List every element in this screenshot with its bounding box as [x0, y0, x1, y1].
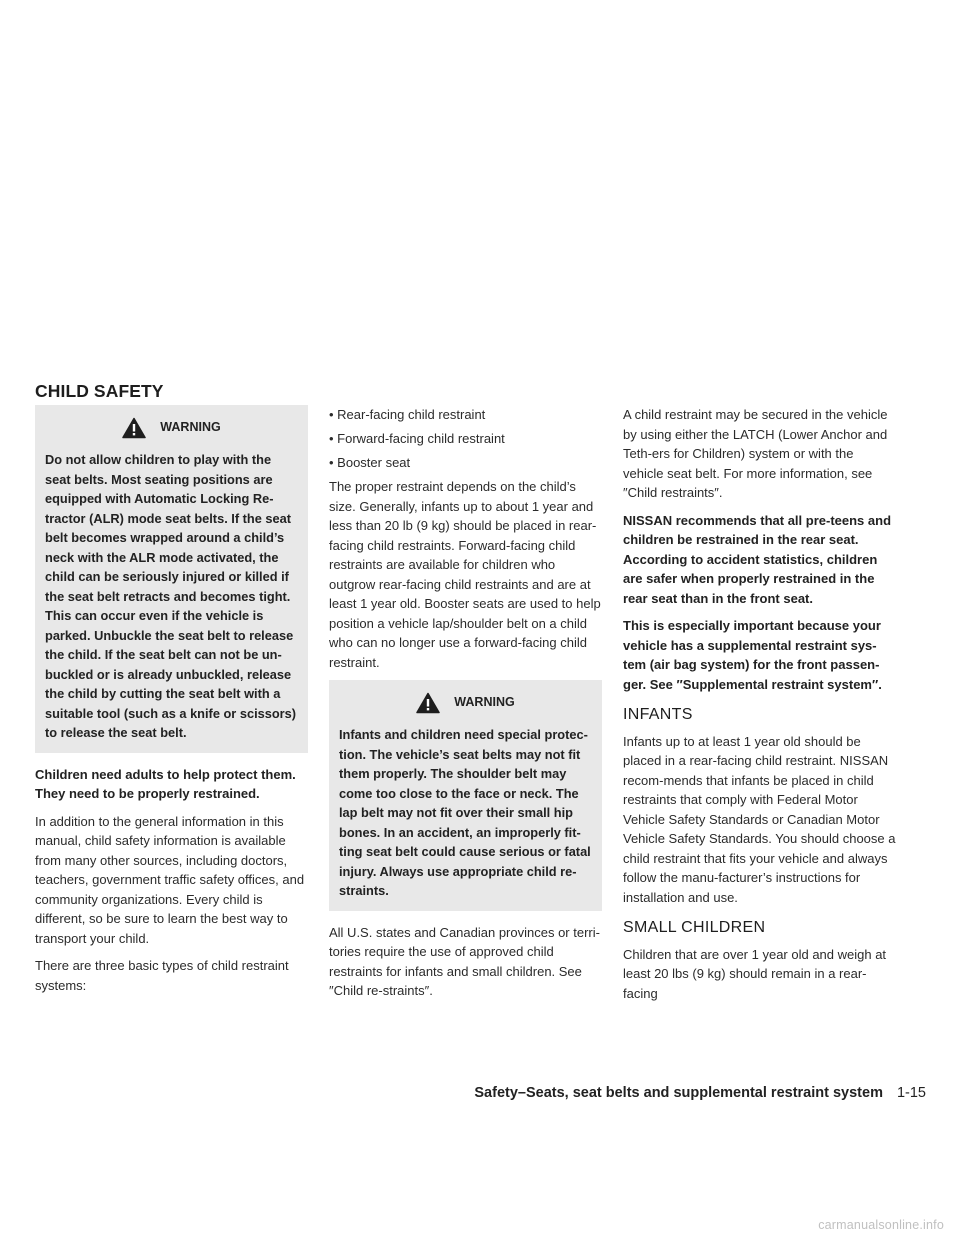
page-title: CHILD SAFETY [35, 381, 164, 401]
watermark: carmanualsonline.info [818, 1218, 944, 1232]
section-heading-small-children: SMALL CHILDREN [623, 919, 766, 936]
page-number: 1-15 [896, 1085, 926, 1101]
warning-box-seat-belts [35, 405, 308, 753]
paragraph: Children that are over 1 year old and weigh at least 20 lbs (9 kg) should remain in a rear-facing [623, 946, 887, 1001]
warning-text: Do not allow children to play with the seat belts. Most seating positions are equipped with Automatic Locking Re-tractor (ALR) mode seat belts. If the seat belt becomes wrapped around a child’s neck with the ALR mode activated, the child can be seriously injured or killed if the seat belt retracts and becomes tight. This can occur even if the vehicle is parked. Unbuckle the seat belt to release the child. If the seat belt can not be un-buckled or is already unbuckled, release the child by cutting the seat belt with a suitable tool (such as a knife or scissors) to release the seat belt. [45, 452, 297, 740]
list-item: • Rear-facing child restraint [329, 407, 486, 422]
list-item: • Booster seat [329, 455, 411, 470]
warning-triangle-icon [416, 692, 440, 714]
column-2 [329, 405, 602, 1009]
warning-box-special-protection [329, 680, 602, 911]
warning-text: Infants and children need special protec-tion. The vehicle’s seat belts may not fit them properly. The shoulder belt may come too close to the face or neck. The lap belt may not fit over their small hip bones. In an accident, an improperly fit-ting seat belt could cause serious or fatal injury. Always use appropriate child re-straints. [339, 727, 591, 898]
paragraph: In addition to the general information in this manual, child safety information is available from many other sources, including doctors, teachers, government traffic safety offices, and community organizations. Every child is different, so be sure to learn the best way to transport your child. [35, 813, 305, 946]
paragraph: A child restraint may be secured in the vehicle by using either the LATCH (Lower Anchor and Teth-ers for Children) system or with the vehicle seat belt. For more information, see ″Child restraints″. [623, 407, 888, 500]
bold-paragraph: NISSAN recommends that all pre-teens and children be restrained in the rear seat. According to accident statistics, children are safer when properly restrained in the rear seat than in the front seat. [623, 512, 892, 606]
bold-paragraph: Children need adults to help protect them. They need to be properly restrained. [35, 766, 296, 801]
footer-section-title: Safety–Seats, seat belts and supplemental restraint system [474, 1085, 883, 1101]
paragraph: Infants up to at least 1 year old should be placed in a rear-facing child restraint. NISSAN recom-mends that infants be placed in child restraints that comply with Federal Motor Vehicle Safety Standards or Canadian Motor Vehicle Safety Standards. You should choose a child restraint that fits your vehicle and always follow the manu-facturer’s instructions for installation and use. [623, 733, 896, 905]
page-footer [474, 1085, 926, 1101]
bold-paragraph: This is especially important because your vehicle has a supplemental restraint sys-tem (air bag system) for the front passen-ger. See ″Supplemental restraint system″. [623, 618, 882, 692]
column-3 [623, 405, 896, 1011]
warning-title: WARNING [160, 420, 221, 435]
paragraph: All U.S. states and Canadian provinces or terri-tories require the use of approved child restraints for infants and small children. See ″Child re-straints″. [329, 924, 600, 998]
warning-header [339, 690, 592, 716]
warning-title: WARNING [454, 695, 515, 710]
list-item: • Forward-facing child restraint [329, 431, 505, 446]
paragraph: The proper restraint depends on the child’s size. Generally, infants up to about 1 year and less than 20 lb (9 kg) should be placed in rear-facing child restraints. Forward-facing child restraints are available for children who outgrow rear-facing child restraints and are at least 1 year old. Booster seats are used to help position a vehicle lap/shoulder belt on a child who can no longer use a forward-facing child restraint. [329, 479, 601, 670]
section-heading-infants: INFANTS [623, 706, 693, 723]
warning-header [45, 415, 298, 441]
paragraph: There are three basic types of child restraint systems: [35, 958, 289, 993]
column-1 [35, 405, 308, 1003]
warning-triangle-icon [122, 417, 146, 439]
